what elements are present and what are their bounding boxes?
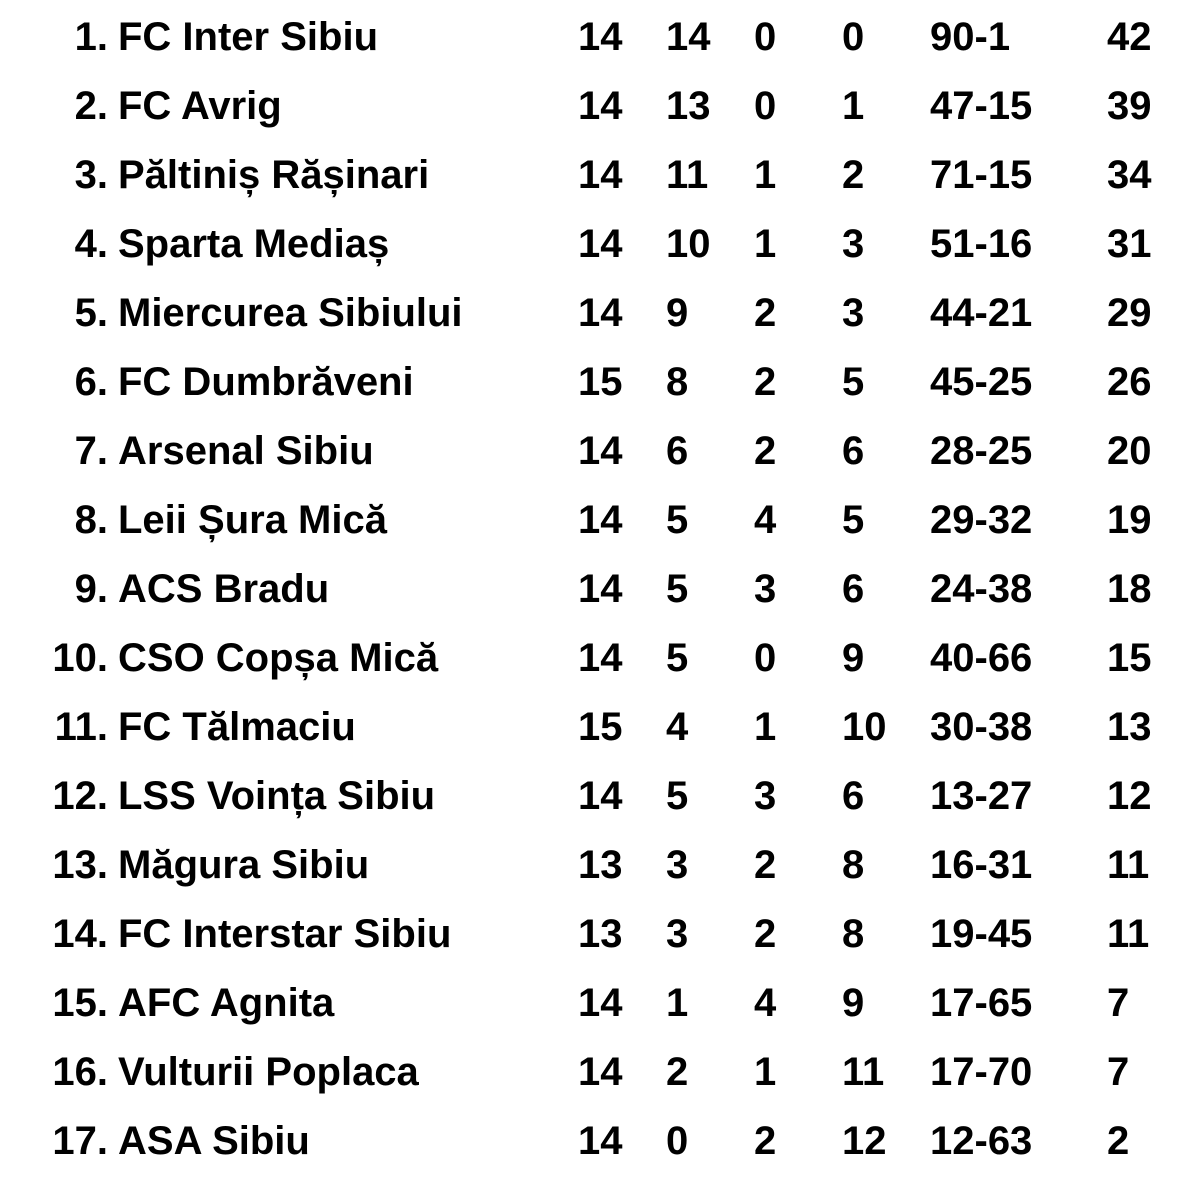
losses-cell: 10	[842, 705, 887, 749]
position-cell: 1.	[74, 15, 108, 59]
draws-cell: 3	[754, 567, 777, 611]
played-cell: 14	[578, 498, 623, 542]
played-cell: 14	[578, 15, 623, 59]
team-name-cell: ACS Bradu	[118, 567, 330, 611]
wins-cell: 3	[666, 912, 689, 956]
table-row	[0, 624, 1200, 693]
points-cell: 15	[1107, 636, 1152, 680]
draws-cell: 0	[754, 15, 777, 59]
wins-cell: 9	[666, 291, 689, 335]
draws-cell: 2	[754, 843, 777, 887]
table-row	[0, 3, 1200, 72]
draws-cell: 1	[754, 153, 777, 197]
team-name-cell: FC Tălmaciu	[118, 705, 356, 749]
played-cell: 13	[578, 843, 623, 887]
draws-cell: 3	[754, 774, 777, 818]
goals-cell: 28-25	[930, 429, 1033, 473]
table-row	[0, 348, 1200, 417]
goals-cell: 71-15	[930, 153, 1033, 197]
played-cell: 13	[578, 912, 623, 956]
table-row	[0, 72, 1200, 141]
table-row	[0, 417, 1200, 486]
points-cell: 11	[1107, 843, 1150, 887]
position-cell: 17.	[52, 1119, 108, 1163]
played-cell: 14	[578, 774, 623, 818]
wins-cell: 5	[666, 567, 689, 611]
wins-cell: 3	[666, 843, 689, 887]
played-cell: 14	[578, 1119, 623, 1163]
points-cell: 19	[1107, 498, 1152, 542]
team-name-cell: Arsenal Sibiu	[118, 429, 374, 473]
played-cell: 14	[578, 636, 623, 680]
table-row	[0, 900, 1200, 969]
draws-cell: 2	[754, 360, 777, 404]
draws-cell: 4	[754, 498, 777, 542]
position-cell: 3.	[74, 153, 108, 197]
team-name-cell: FC Interstar Sibiu	[118, 912, 452, 956]
losses-cell: 6	[842, 567, 865, 611]
table-row	[0, 831, 1200, 900]
points-cell: 34	[1107, 153, 1152, 197]
played-cell: 14	[578, 981, 623, 1025]
wins-cell: 5	[666, 774, 689, 818]
draws-cell: 1	[754, 1050, 777, 1094]
wins-cell: 5	[666, 498, 689, 542]
table-row	[0, 969, 1200, 1038]
losses-cell: 11	[842, 1050, 885, 1094]
goals-cell: 47-15	[930, 84, 1033, 128]
played-cell: 15	[578, 705, 623, 749]
wins-cell: 4	[666, 705, 689, 749]
draws-cell: 2	[754, 1119, 777, 1163]
team-name-cell: FC Avrig	[118, 84, 282, 128]
position-cell: 15.	[52, 981, 108, 1025]
draws-cell: 0	[754, 84, 777, 128]
team-name-cell: Miercurea Sibiului	[118, 291, 463, 335]
goals-cell: 45-25	[930, 360, 1033, 404]
losses-cell: 2	[842, 153, 865, 197]
points-cell: 39	[1107, 84, 1152, 128]
goals-cell: 17-70	[930, 1050, 1033, 1094]
losses-cell: 12	[842, 1119, 887, 1163]
goals-cell: 44-21	[930, 291, 1033, 335]
points-cell: 31	[1107, 222, 1152, 266]
position-cell: 11.	[54, 705, 108, 749]
wins-cell: 13	[666, 84, 711, 128]
points-cell: 29	[1107, 291, 1152, 335]
table-row	[0, 1038, 1200, 1107]
team-name-cell: FC Dumbrăveni	[118, 360, 414, 404]
losses-cell: 8	[842, 912, 865, 956]
draws-cell: 1	[754, 705, 777, 749]
team-name-cell: Păltiniș Rășinari	[118, 153, 430, 197]
position-cell: 8.	[74, 498, 108, 542]
position-cell: 2.	[74, 84, 108, 128]
points-cell: 7	[1107, 981, 1130, 1025]
goals-cell: 17-65	[930, 981, 1033, 1025]
wins-cell: 1	[666, 981, 689, 1025]
points-cell: 20	[1107, 429, 1152, 473]
played-cell: 15	[578, 360, 623, 404]
goals-cell: 30-38	[930, 705, 1033, 749]
wins-cell: 10	[666, 222, 711, 266]
losses-cell: 3	[842, 222, 865, 266]
played-cell: 14	[578, 567, 623, 611]
goals-cell: 51-16	[930, 222, 1033, 266]
position-cell: 13.	[52, 843, 108, 887]
table-row	[0, 141, 1200, 210]
points-cell: 42	[1107, 15, 1152, 59]
team-name-cell: AFC Agnita	[118, 981, 335, 1025]
played-cell: 14	[578, 153, 623, 197]
losses-cell: 1	[842, 84, 865, 128]
position-cell: 9.	[74, 567, 108, 611]
goals-cell: 90-1	[930, 15, 1011, 59]
draws-cell: 1	[754, 222, 777, 266]
team-name-cell: Vulturii Poplaca	[118, 1050, 419, 1094]
losses-cell: 0	[842, 15, 865, 59]
table-row	[0, 693, 1200, 762]
goals-cell: 16-31	[930, 843, 1033, 887]
points-cell: 13	[1107, 705, 1152, 749]
team-name-cell: LSS Voința Sibiu	[118, 774, 436, 818]
wins-cell: 2	[666, 1050, 689, 1094]
points-cell: 11	[1107, 912, 1150, 956]
points-cell: 26	[1107, 360, 1152, 404]
position-cell: 7.	[74, 429, 108, 473]
goals-cell: 12-63	[930, 1119, 1033, 1163]
team-name-cell: ASA Sibiu	[118, 1119, 310, 1163]
played-cell: 14	[578, 429, 623, 473]
position-cell: 4.	[74, 222, 108, 266]
draws-cell: 0	[754, 636, 777, 680]
losses-cell: 6	[842, 774, 865, 818]
wins-cell: 0	[666, 1119, 689, 1163]
points-cell: 18	[1107, 567, 1152, 611]
table-row	[0, 555, 1200, 624]
points-cell: 2	[1107, 1119, 1130, 1163]
played-cell: 14	[578, 222, 623, 266]
goals-cell: 19-45	[930, 912, 1033, 956]
table-row	[0, 210, 1200, 279]
played-cell: 14	[578, 291, 623, 335]
points-cell: 7	[1107, 1050, 1130, 1094]
losses-cell: 9	[842, 636, 865, 680]
draws-cell: 2	[754, 912, 777, 956]
played-cell: 14	[578, 84, 623, 128]
position-cell: 10.	[52, 636, 108, 680]
played-cell: 14	[578, 1050, 623, 1094]
wins-cell: 11	[666, 153, 709, 197]
team-name-cell: Sparta Mediaș	[118, 222, 390, 266]
losses-cell: 9	[842, 981, 865, 1025]
losses-cell: 5	[842, 498, 865, 542]
table-row	[0, 1107, 1200, 1176]
wins-cell: 5	[666, 636, 689, 680]
draws-cell: 2	[754, 291, 777, 335]
wins-cell: 8	[666, 360, 689, 404]
points-cell: 12	[1107, 774, 1152, 818]
draws-cell: 2	[754, 429, 777, 473]
goals-cell: 24-38	[930, 567, 1033, 611]
position-cell: 14.	[52, 912, 108, 956]
draws-cell: 4	[754, 981, 777, 1025]
goals-cell: 40-66	[930, 636, 1033, 680]
table-row	[0, 762, 1200, 831]
position-cell: 6.	[74, 360, 108, 404]
goals-cell: 29-32	[930, 498, 1033, 542]
goals-cell: 13-27	[930, 774, 1033, 818]
position-cell: 5.	[74, 291, 108, 335]
table-row	[0, 486, 1200, 555]
team-name-cell: Măgura Sibiu	[118, 843, 370, 887]
table-row	[0, 279, 1200, 348]
losses-cell: 8	[842, 843, 865, 887]
position-cell: 12.	[52, 774, 108, 818]
losses-cell: 5	[842, 360, 865, 404]
losses-cell: 3	[842, 291, 865, 335]
wins-cell: 14	[666, 15, 711, 59]
wins-cell: 6	[666, 429, 689, 473]
team-name-cell: FC Inter Sibiu	[118, 15, 378, 59]
team-name-cell: Leii Șura Mică	[118, 498, 387, 542]
team-name-cell: CSO Copșa Mică	[118, 636, 439, 680]
losses-cell: 6	[842, 429, 865, 473]
position-cell: 16.	[52, 1050, 108, 1094]
